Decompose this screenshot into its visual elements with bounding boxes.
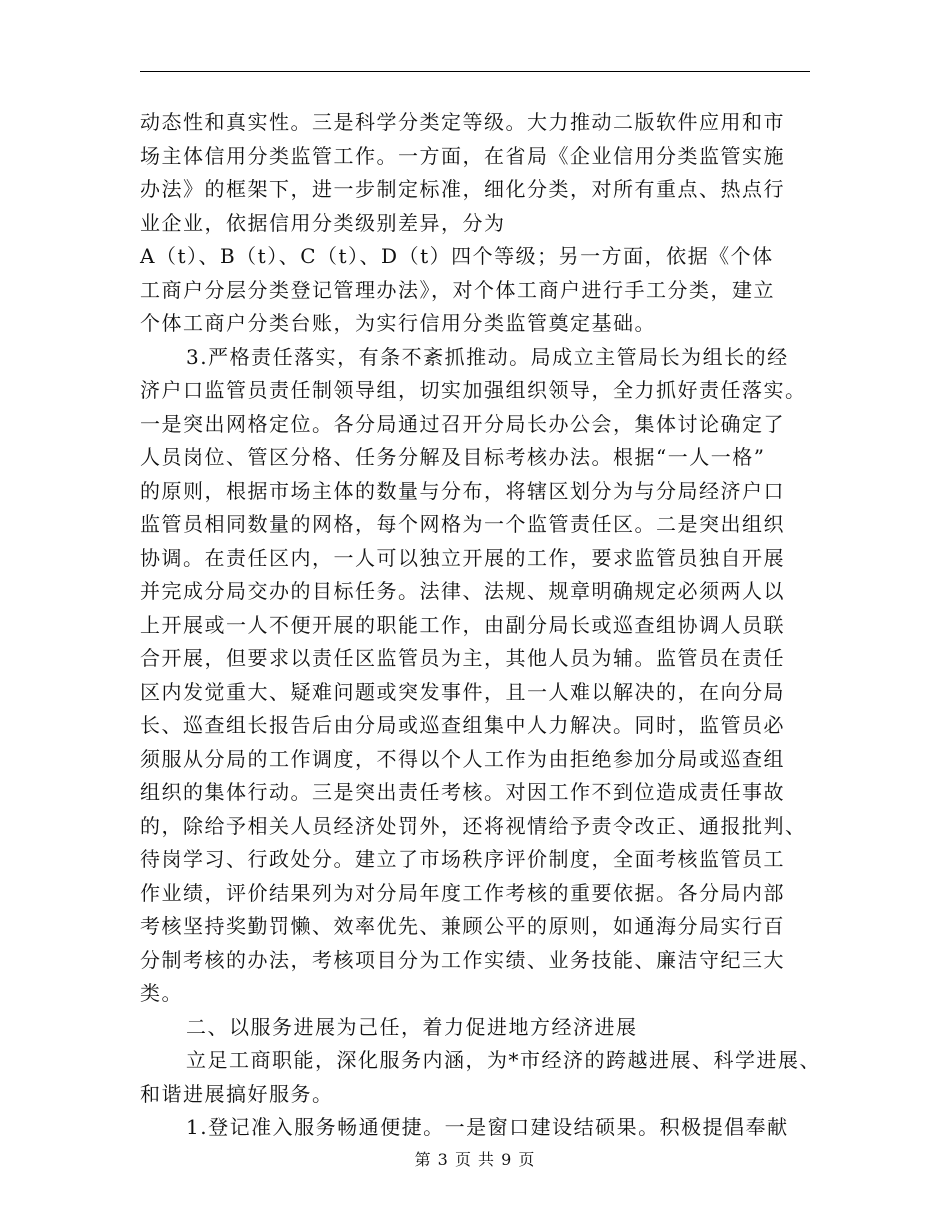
text-line: 业企业，依据信用分类级别差异，分为: [140, 210, 506, 235]
page-footer: 第 3 页 共 9 页: [414, 1150, 536, 1169]
text-line: 人员岗位、管区分格、任务分解及目标考核办法。根据“一人一格”: [140, 445, 766, 469]
text-line: 区内发觉重大、疑难问题或突发事件，且一人难以解决的，在向分局: [140, 679, 785, 704]
text-line: 二、以服务进展为己任，着力促进地方经济进展: [186, 1014, 638, 1039]
text-line: 的原则，根据市场主体的数量与分布，将辖区划分为与分局经济户口: [140, 478, 785, 503]
text-line: 须服从分局的工作调度，不得以个人工作为由拒绝参加分局或巡查组: [140, 746, 785, 771]
text-line: 类。: [140, 981, 183, 1005]
text-line: 动态性和真实性。三是科学分类定等级。大力推动二版软件应用和市: [140, 110, 785, 134]
text-line: 个体工商户分类台账，为实行信用分类监管奠定基础。: [140, 311, 656, 335]
text-line: 的，除给予相关人员经济处罚外，还将视情给予责令改正、通报批判、: [140, 813, 807, 838]
header-rule: [140, 71, 810, 72]
text-line: 协调。在责任区内，一人可以独立开展的工作，要求监管员独自开展: [140, 545, 785, 570]
text-line: 分制考核的办法，考核项目分为工作实绩、业务技能、廉洁守纪三大: [140, 947, 785, 972]
text-line: 合开展，但要求以责任区监管员为主，其他人员为辅。监管员在责任: [140, 646, 785, 670]
text-line: 场主体信用分类监管工作。一方面，在省局《企业信用分类监管实施: [140, 143, 785, 168]
text-line: 考核坚持奖勤罚懒、效率优先、兼顾公平的原则，如通海分局实行百: [140, 914, 785, 938]
text-line: 办法》的框架下，进一步制定标准，细化分类，对所有重点、热点行: [140, 177, 785, 201]
text-line: 和谐进展搞好服务。: [140, 1081, 334, 1106]
text-line: 长、巡查组长报告后由分局或巡查组集中人力解决。同时，监管员必: [140, 713, 785, 737]
text-line: 并完成分局交办的目标任务。法律、法规、规章明确规定必须两人以: [140, 579, 785, 603]
text-line: A（t）、B（t）、C（t）、D（t）四个等级；另一方面，依据《个体: [140, 244, 774, 268]
body-text: [140, 106, 820, 1145]
text-line: 组织的集体行动。三是突出责任考核。对因工作不到位造成责任事故: [140, 780, 785, 804]
text-line: 待岗学习、行政处分。建立了市场秩序评价制度，全面考核监管员工: [140, 847, 785, 871]
text-line: 上开展或一人不便开展的职能工作，由副分局长或巡查组协调人员联: [140, 612, 785, 637]
text-line: 工商户分层分类登记管理办法》，对个体工商户进行手工分类，建立: [140, 277, 775, 302]
text-line: 1.登记准入服务畅通便捷。一是窗口建设结硕果。积极提倡奉献: [186, 1115, 789, 1139]
text-line: 立足工商职能，深化服务内涵，为*市经济的跨越进展、科学进展、: [186, 1048, 821, 1072]
text-line: 作业绩，评价结果列为对分局年度工作考核的重要依据。各分局内部: [140, 880, 785, 905]
text-line: 济户口监管员责任制领导组，切实加强组织领导，全力抓好责任落实。: [140, 378, 807, 402]
text-line: 3.严格责任落实，有条不紊抓推动。局成立主管局长为组长的经: [186, 344, 789, 369]
text-line: 一是突出网格定位。各分局通过召开分局长办公会，集体讨论确定了: [140, 411, 785, 436]
text-line: 监管员相同数量的网格，每个网格为一个监管责任区。二是突出组织: [140, 512, 785, 536]
